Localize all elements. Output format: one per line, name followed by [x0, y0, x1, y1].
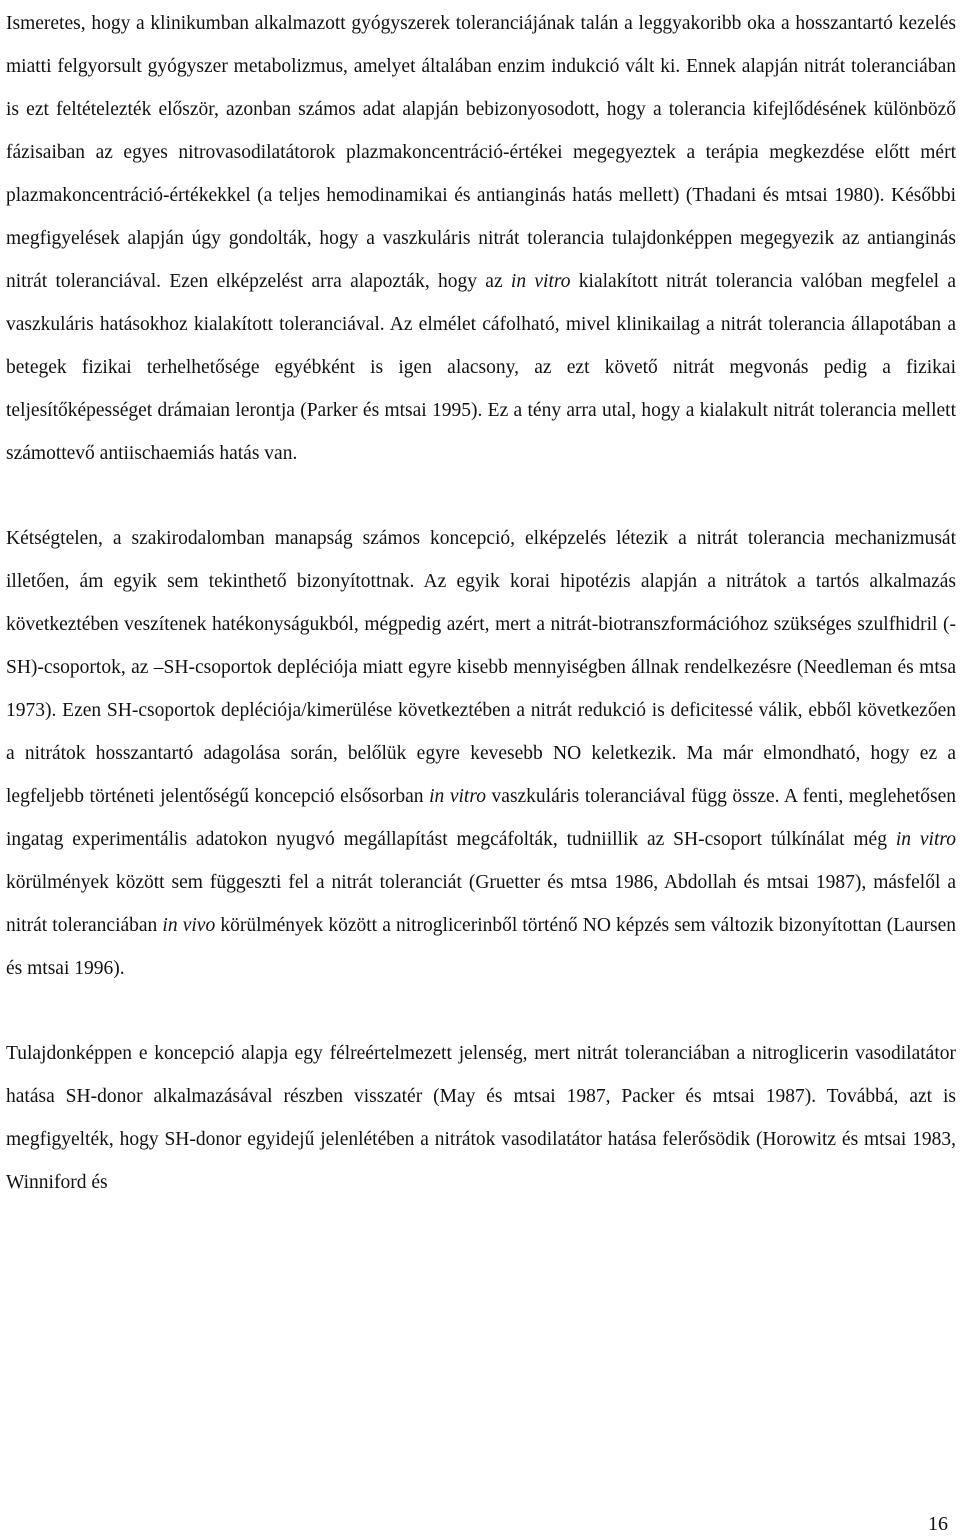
italic-text-run: in vitro	[895, 829, 956, 850]
text-run: kialakított nitrát tolerancia valóban megfelel a vaszkuláris hatásokhoz kialakított toleranciával. Az elmélet cáfolható, mivel klinikailag a nitrát tolerancia állapotában a betegek fizikai terhelhetősége egyébként is igen alacsony, az ezt követő nitrát megvonás pedig a fizikai teljesítőképességet drámaian lerontja (Parker és mtsai 1995). Ez a tény arra utal, hogy a kialakult nitrát tolerancia mellett számottevő antiischaemiás hatás van.	[6, 271, 956, 464]
paragraph-3	[6, 1032, 956, 1204]
paragraph-1	[6, 2, 956, 475]
text-run: körülmények között sem függeszti fel a nitrát toleranciát (Gruetter és mtsa 1986, Abdollah és mtsai 1987), másfelől a nitrát toleranciában	[6, 872, 956, 936]
text-run: Kétségtelen, a szakirodalomban manapság számos koncepció, elképzelés létezik a nitrát tolerancia mechanizmusát illetően, ám egyik sem tekinthető bizonyítottnak. Az egyik korai hipotézis alapján a nitrátok a tartós alkalmazás következtében veszítenek hatékonyságukból, mégpedig azért, mert a nitrát-biotranszformációhoz szükséges szulfhidril (-SH)-csoportok, az –SH-csoportok depléciója miatt egyre kisebb mennyiségben állnak rendelkezésre (Needleman és mtsa 1973). Ezen SH-csoportok depléciója/kimerülése következtében a nitrát redukció is deficitessé válik, ebből következően a nitrátok hosszantartó adagolása során, belőlük egyre kevesebb NO keletkezik. Ma már elmondható, hogy ez a legfeljebb történeti jelentőségű koncepció elsősorban	[6, 528, 956, 807]
italic-text-run: in vitro	[510, 271, 571, 292]
text-run: vaszkuláris toleranciával függ össze. A fenti, meglehetősen ingatag experimentális adatokon nyugvó megállapítást megcáfolták, tudniillik az SH-csoport túlkínálat még	[6, 786, 956, 850]
text-run: körülmények között a nitroglicerinből történő NO képzés sem változik bizonyítottan (Laursen és mtsai 1996).	[6, 915, 956, 979]
text-run: Tulajdonképpen e koncepció alapja egy félreértelmezett jelenség, mert nitrát toleranciában a nitroglicerin vasodilatátor hatása SH-donor alkalmazásával részben visszatér (May és mtsai 1987, Packer és mtsai 1987). Továbbá, azt is megfigyelték, hogy SH-donor egyidejű jelenlétében a nitrátok vasodilatátor hatása felerősödik (Horowitz és mtsai 1983, Winniford és	[6, 1043, 956, 1193]
italic-text-run: in vivo	[162, 915, 216, 936]
page-number: 16	[928, 1513, 948, 1535]
paragraph-gap	[6, 475, 956, 517]
paragraph-gap	[6, 990, 956, 1032]
paragraph-2	[6, 517, 956, 990]
text-run: Ismeretes, hogy a klinikumban alkalmazott gyógyszerek toleranciájának talán a leggyakoribb oka a hosszantartó kezelés miatti felgyorsult gyógyszer metabolizmus, amelyet általában enzim indukció vált ki. Ennek alapján nitrát toleranciában is ezt feltételezték először, azonban számos adat alapján bebizonyosodott, hogy a tolerancia kifejlődésének különböző fázisaiban az egyes nitrovasodilatátorok plazmakoncentráció-értékei megegyeztek a terápia megkezdése előtt mért plazmakoncentráció-értékekkel (a teljes hemodinamikai és antianginás hatás mellett) (Thadani és mtsai 1980). Későbbi megfigyelések alapján úgy gondolták, hogy a vaszkuláris nitrát tolerancia tulajdonképpen megegyezik az antianginás nitrát toleranciával. Ezen elképzelést arra alapozták, hogy az	[6, 13, 956, 292]
document-body	[6, 2, 956, 1204]
italic-text-run: in vitro	[429, 786, 486, 807]
